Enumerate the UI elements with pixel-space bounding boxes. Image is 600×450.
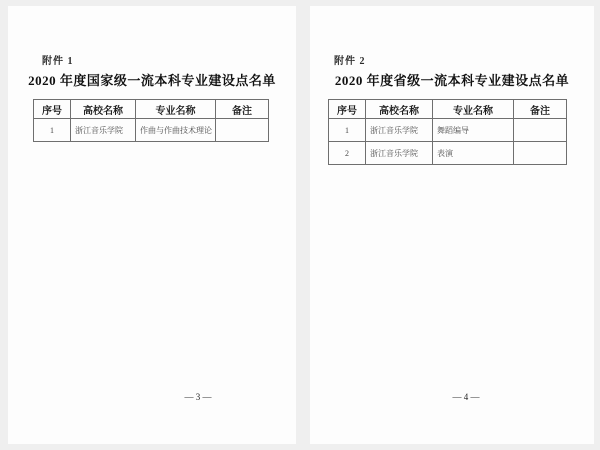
cell-major: 舞蹈编导: [433, 119, 514, 142]
cell-university: 浙江音乐学院: [366, 119, 433, 142]
cell-remark: [514, 142, 567, 165]
page-number: — 4 —: [452, 392, 480, 402]
col-header-major: 专业名称: [433, 100, 514, 119]
cell-university: 浙江音乐学院: [366, 142, 433, 165]
page-number: — 3 —: [184, 392, 212, 402]
table-row: [329, 119, 567, 142]
cell-remark: [514, 119, 567, 142]
col-header-university: 高校名称: [366, 100, 433, 119]
cell-major: 表演: [433, 142, 514, 165]
cell-major: 作曲与作曲技术理论: [136, 119, 216, 142]
cell-no: 1: [34, 119, 71, 142]
cell-no: 1: [329, 119, 366, 142]
col-header-major: 专业名称: [136, 100, 216, 119]
page-title: 2020 年度国家级一流本科专业建设点名单: [28, 73, 276, 88]
table-row: [34, 119, 269, 142]
col-header-remark: 备注: [514, 100, 567, 119]
cell-remark: [216, 119, 269, 142]
national-majors-table: [33, 99, 269, 142]
page-title: 2020 年度省级一流本科专业建设点名单: [334, 73, 570, 88]
col-header-remark: 备注: [216, 100, 269, 119]
document-page-right: [310, 6, 594, 444]
cell-university: 浙江音乐学院: [71, 119, 136, 142]
col-header-no: 序号: [329, 100, 366, 119]
col-header-university: 高校名称: [71, 100, 136, 119]
cell-no: 2: [329, 142, 366, 165]
table-header-row: [34, 100, 269, 119]
document-page-left: [8, 6, 296, 444]
attachment-label: 附件 2: [334, 56, 366, 67]
provincial-majors-table: [328, 99, 567, 165]
table-row: [329, 142, 567, 165]
table-header-row: [329, 100, 567, 119]
col-header-no: 序号: [34, 100, 71, 119]
attachment-label: 附件 1: [42, 56, 74, 67]
